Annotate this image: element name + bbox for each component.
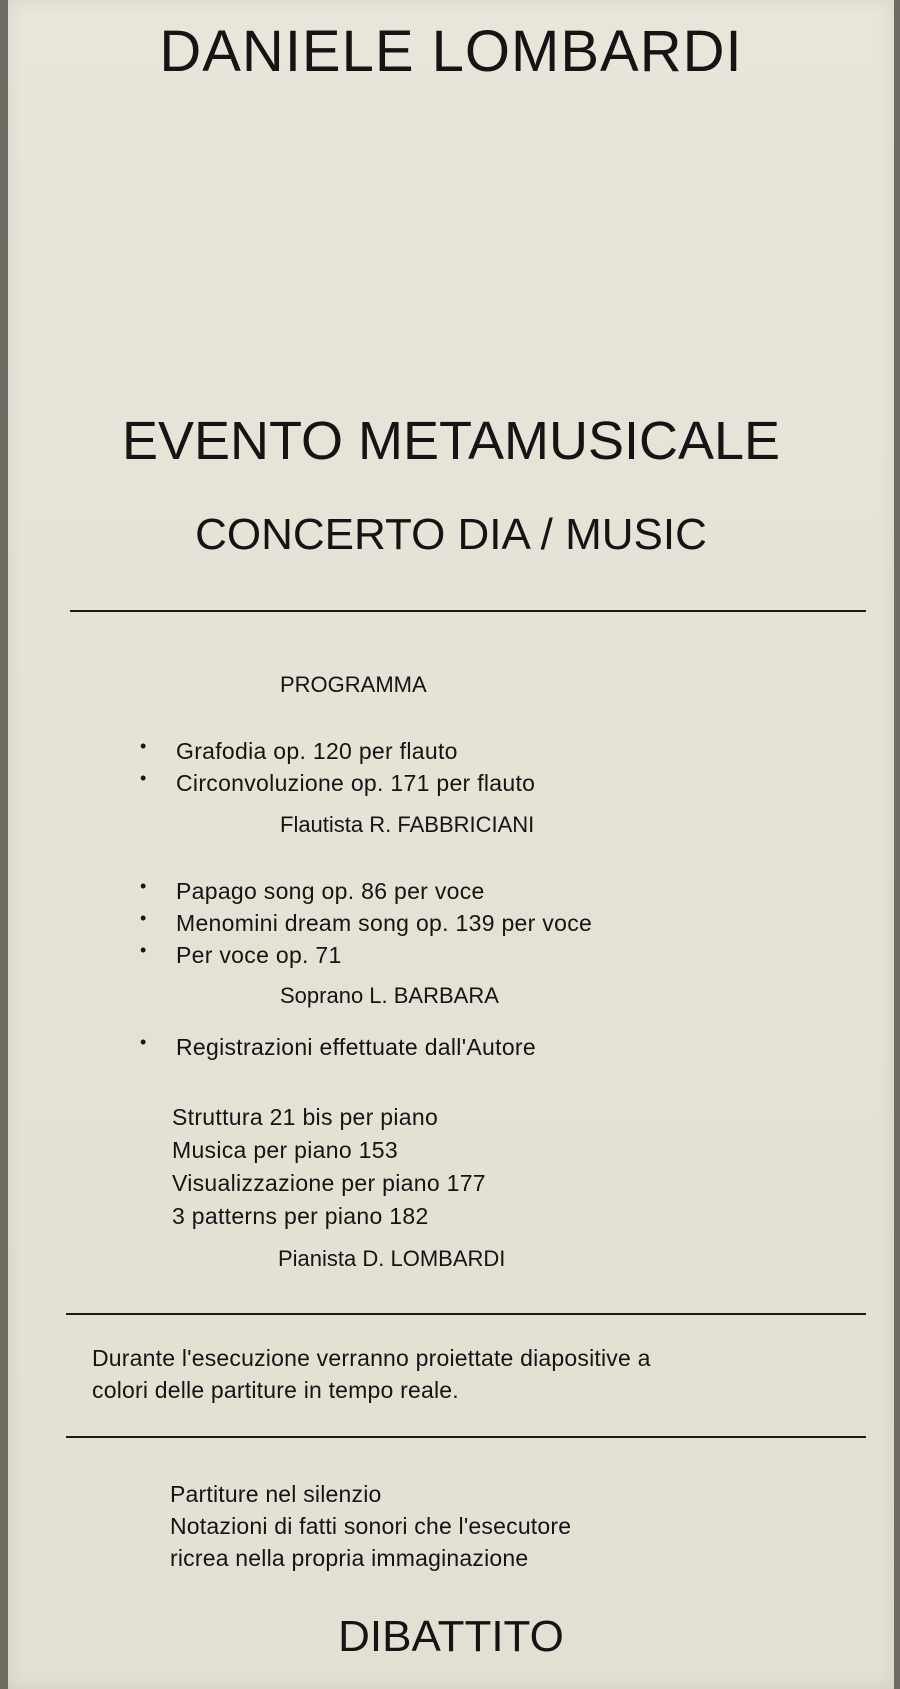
program-item: Grafodia op. 120 per flauto (176, 738, 458, 764)
program-item: Per voce op. 71 (176, 942, 342, 968)
program-item: Circonvoluzione op. 171 per flauto (176, 770, 536, 796)
program-item: Menomini dream song op. 139 per voce (176, 910, 593, 936)
event-title: EVENTO METAMUSICALE (121, 411, 781, 471)
performer-flute: Flautista R. FABBRICIANI (280, 812, 535, 837)
performer-piano: Pianista D. LOMBARDI (278, 1246, 506, 1271)
silence-line: ricrea nella propria immaginazione (170, 1545, 529, 1571)
event-subtitle: CONCERTO DIA / MUSIC (195, 510, 707, 559)
program-heading: PROGRAMMA (280, 672, 427, 697)
divider-middle (66, 1313, 866, 1315)
piano-piece: Visualizzazione per piano 177 (172, 1170, 486, 1196)
piano-piece: 3 patterns per piano 182 (172, 1203, 429, 1229)
silence-line: Notazioni di fatti sonori che l'esecutore (170, 1513, 572, 1539)
closing-title: DIBATTITO (338, 1612, 564, 1661)
author-name: DANIELE LOMBARDI (159, 19, 743, 84)
silence-line: Partiture nel silenzio (170, 1481, 382, 1507)
note-line: colori delle partiture in tempo reale. (92, 1377, 459, 1403)
bullet-icon: • (140, 736, 147, 756)
piano-piece: Musica per piano 153 (172, 1137, 398, 1163)
divider-bottom (66, 1436, 866, 1438)
program-card (8, 0, 894, 1689)
piano-piece: Struttura 21 bis per piano (172, 1104, 439, 1130)
bullet-icon: • (140, 1032, 147, 1052)
divider-top (70, 610, 866, 612)
bullet-icon: • (140, 940, 147, 960)
bullet-icon: • (140, 768, 147, 788)
note-line: Durante l'esecuzione verranno proiettate diapositive a (92, 1345, 651, 1371)
performer-soprano: Soprano L. BARBARA (280, 983, 499, 1008)
program-item: Papago song op. 86 per voce (176, 878, 485, 904)
program-item: Registrazioni effettuate dall'Autore (176, 1034, 536, 1060)
bullet-icon: • (140, 908, 147, 928)
bullet-icon: • (140, 876, 147, 896)
